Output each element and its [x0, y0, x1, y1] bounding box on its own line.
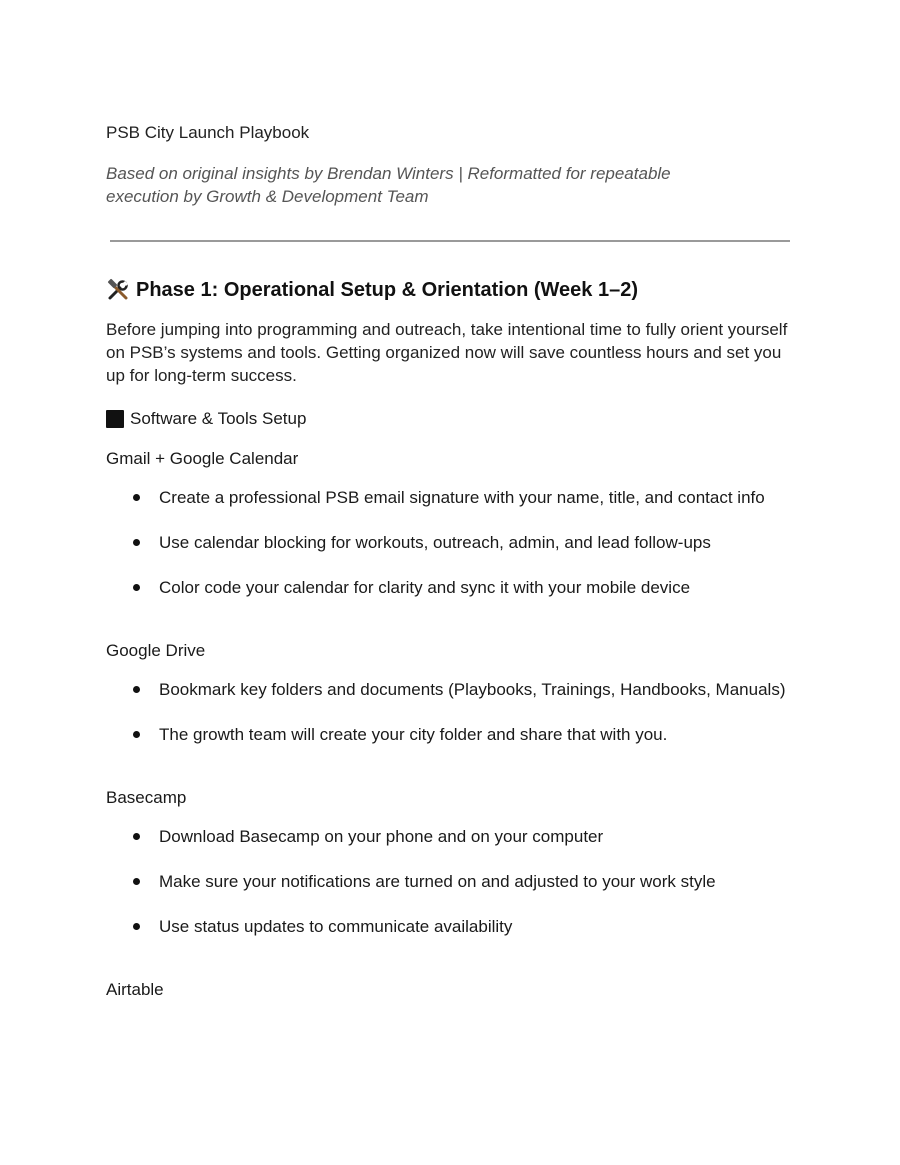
- group-label-google-drive: Google Drive: [106, 641, 206, 660]
- bullet-dot-icon: [133, 584, 140, 591]
- bullet-list-google-drive: [106, 678, 796, 746]
- document-title: PSB City Launch Playbook: [106, 123, 310, 142]
- bullet-dot-icon: [133, 731, 140, 738]
- bullet-list-basecamp: [106, 825, 796, 938]
- list-item: Color code your calendar for clarity and sync it with your mobile device: [106, 576, 796, 599]
- phase-1-intro: Before jumping into programming and outreach, take intentional time to fully orient yourself on PSB’s systems and tools. Getting organized now will save countless hours and set you up for long-term success.: [106, 320, 788, 385]
- group-label-gmail-calendar: Gmail + Google Calendar: [106, 449, 299, 468]
- list-item: Use calendar blocking for workouts, outreach, admin, and lead follow-ups: [106, 531, 796, 554]
- bullet-dot-icon: [133, 539, 140, 546]
- document-subtitle: Based on original insights by Brendan Winters | Reformatted for repeatable execution by Growth & Development Team: [106, 164, 671, 206]
- group-label-basecamp: Basecamp: [106, 788, 187, 807]
- bullet-dot-icon: [133, 923, 140, 930]
- list-item: Make sure your notifications are turned on and adjusted to your work style: [106, 870, 796, 893]
- list-item: Download Basecamp on your phone and on your computer: [106, 825, 796, 848]
- list-item: The growth team will create your city folder and share that with you.: [106, 723, 796, 746]
- bullet-list-gmail-calendar: [106, 486, 796, 599]
- bullet-dot-icon: [133, 686, 140, 693]
- section-heading-text: Software & Tools Setup: [130, 409, 307, 428]
- group-label-airtable: Airtable: [106, 980, 164, 999]
- document-page: [106, 120, 796, 1001]
- bullet-dot-icon: [133, 494, 140, 501]
- phase-1-heading-text: Phase 1: Operational Setup & Orientation (Week 1–2): [136, 279, 638, 301]
- black-square-icon: [106, 410, 124, 428]
- bullet-dot-icon: [133, 878, 140, 885]
- bullet-dot-icon: [133, 833, 140, 840]
- list-item: Use status updates to communicate availability: [106, 915, 796, 938]
- hammer-and-wrench-icon: [106, 278, 130, 302]
- list-item: Create a professional PSB email signature with your name, title, and contact info: [106, 486, 796, 509]
- list-item: Bookmark key folders and documents (Playbooks, Trainings, Handbooks, Manuals): [106, 678, 796, 701]
- software-tools-section-heading: [106, 407, 796, 430]
- phase-1-heading: [106, 276, 796, 304]
- horizontal-divider: [110, 240, 790, 242]
